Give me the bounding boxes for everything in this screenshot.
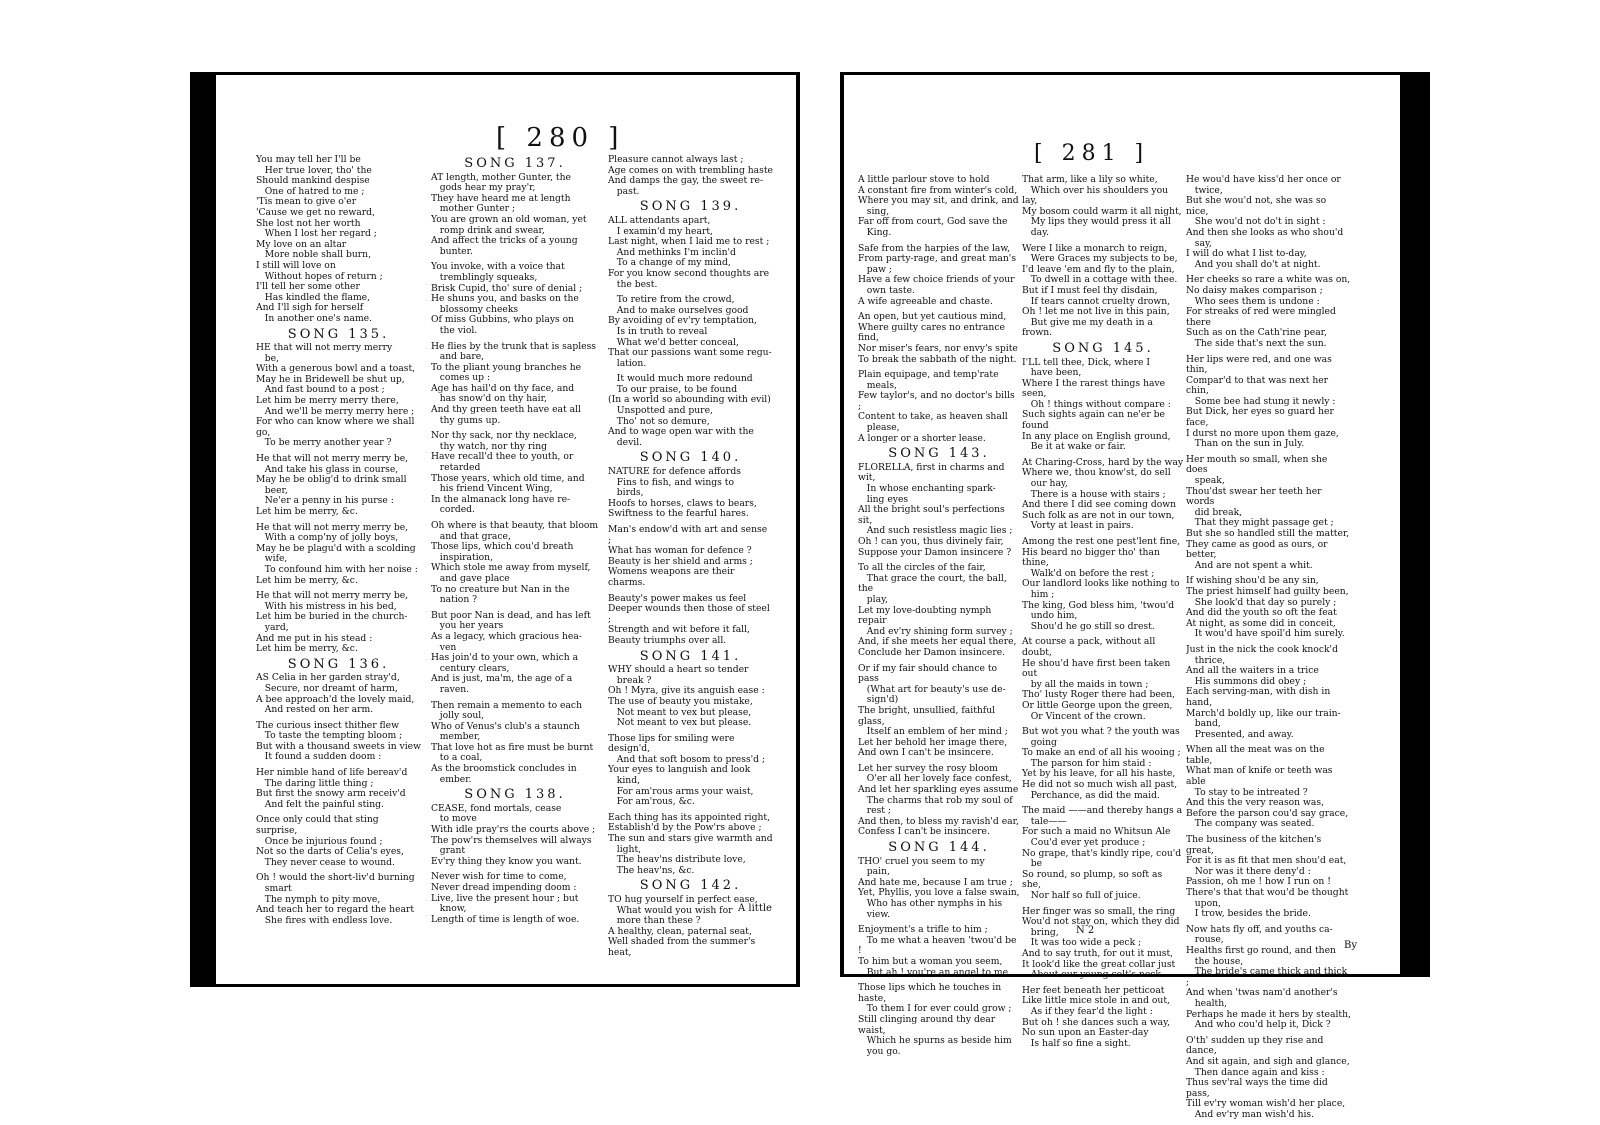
stanza: He that will not merry merry be, And take his glass in course, May he be oblig'd to drink small beer, Ne'er a penny in his purse : Let him be merry, &c. (256, 453, 409, 517)
stanza: But wot you what ? the youth was going To make an end of all his wooing ; The parson for him staid : Yet by his leave, for all his haste, He did not so much wish all past, Perchance, as did the maid. (1022, 726, 1181, 801)
stanza: To retire from the crowd, And to make ourselves good By avoiding of ev'ry temptation, Is in truth to reveal What we'd better conceal, That our passions want some regu- lation. (608, 294, 772, 369)
stanza: Each thing has its appointed right, Establish'd by the Pow'rs above ; The sun and stars give warmth and light, The heav'ns distribute love, The heav'ns, &c. (608, 811, 773, 876)
stanza: TO hug yourself in perfect ease, What would you wish for more than these ? A healthy, clean, paternal seat, Well shaded from the summer's heat, (608, 894, 758, 958)
song-heading: SONG 138. (464, 787, 566, 803)
stanza: Let her survey the rosy bloom O'er all her lovely face confest, And let her sparkling eyes assume The charms that rob my soul of rest ; And then, to bless my ravish'd ear, Confess I can't be insincere. (858, 762, 1019, 838)
stanza: To all the circles of the fair, That grace the court, the ball, the play, Let my love-doubting nymph repair And ev'ry shining form survey ; And, if she meets her equal there, Conclude her Damon insincere. (858, 562, 1017, 658)
stanza: When all the meat was on the table, What man of knife or teeth was able To stay to be intreated ? And this the very reason was, Before the parson cou'd say grace, The company was seated. (1186, 744, 1349, 830)
left-page (190, 72, 800, 987)
stanza: I'LL tell thee, Dick, where I have been, Where I the rarest things have seen, Oh ! things without compare : Such sights again can ne'er be found In any place on English ground, Be it at wake or fair. (1022, 356, 1171, 453)
stanza: Pleasure cannot always last ; Age comes on with trembling haste And damps the gay, the sweet re- past. (608, 155, 773, 197)
stanza: WHY should a heart so tender break ? Oh ! Myra, give its anguish ease : The use of beauty you mistake, Not meant to vex but please, Not meant to vex but please. (608, 664, 765, 729)
stanza: Her mouth so small, when she does speak, Thou'dst swear her teeth her words did break, That they might passage get ; But she so handled still the matter, They came as good as ours, or better, And are not spent a whit. (1186, 453, 1350, 571)
stanza: O'th' sudden up they rise and dance, And sit again, and sigh and glance, Then dance again and kiss : Thus sev'ral ways the time did pass, Till ev'ry woman wish'd her place, And ev'ry man wish'd his. (1186, 1034, 1350, 1120)
stanza: Oh ! would the short-liv'd burning smart The nymph to pity move, And teach her to regard the heart She fires with endless love. (256, 872, 415, 926)
stanza: He that will not merry merry be, With his mistress in his bed, Let him be buried in the church- yard, And me put in his stead : Let him be merry, &c. (256, 590, 409, 655)
stanza: Those lips for smiling were design'd, And that soft bosom to press'd ; Your eyes to languish and look kind, For am'rous arms your waist, For am'rous, &c. (608, 732, 766, 808)
stanza: Her feet beneath her petticoat Like little mice stole in and out, As if they fear'd the light : But oh ! she dances such a way, No sun upon an Easter-day Is half so fine a sight. (1022, 984, 1170, 1049)
stanza: Nor thy sack, nor thy necklace, thy watch, nor thy ring Have recall'd thee to youth, or retarded Those years, which old time, and his friend Vincent Wing, In the almanack long have re- corded. (431, 430, 585, 516)
column-2 (431, 155, 599, 930)
song-heading: SONG 143. (888, 446, 990, 462)
song-heading: SONG 144. (888, 840, 990, 856)
catchword: By (1344, 940, 1357, 951)
stanza: Were I like a monarch to reign, Were Graces my subjects to be, I'd leave 'em and fly to the plain, To dwell in a cottage with thee. But if I must feel thy disdain, If tears cannot cruelty drown, Oh ! let me not live in this pain, But give me my death in a frown. (1022, 242, 1178, 339)
stanza: HE that will not merry merry be, With a generous bowl and a toast, May he in Bridewell be shut up, And fast bound to a post ; Let him be merry merry there, And we'll be merry merry here ; For who can know where we shall go, To be merry another year ? (256, 342, 416, 449)
stanza: THO' cruel you seem to my pain, And hate me, because I am true ; Yet, Phyllis, you love a false swain, Who has other nymphs in his view. (858, 855, 1020, 920)
stanza: NATURE for defence affords Fins to fish, and wings to birds, Hoofs to horses, claws to bears, Swiftness to the fearful hares. (608, 466, 757, 520)
stanza: FLORELLA, first in charms and wit, In whose enchanting spark- ling eyes All the bright soul's perfections sit, And such resistless magic lies ; Oh ! can you, thus divinely fair, Suppose your Damon insincere ? (858, 461, 1013, 558)
stanza: Now hats fly off, and youths ca- rouse, Healths first go round, and then the house, The bride's came thick and thick ; And when 'twas nam'd another's health, Perhaps he made it hers by stealth, And who cou'd help it, Dick ? (1186, 923, 1351, 1031)
song-heading: SONG 141. (639, 648, 742, 664)
stanza: You invoke, with a voice that tremblingly squeaks, Brisk Cupid, tho' sure of denial ; He shuns you, and basks on the blossomy cheeks Of miss Gubbins, who plays on the viol. (431, 261, 583, 336)
stanza: ALL attendants apart, I examin'd my heart, Last night, when I laid me to rest ; And methinks I'm inclin'd To a change of my mind, For you know second thoughts are the best. (608, 214, 770, 290)
stanza: Among the rest one pest'lent fine, His beard no bigger tho' than thine, Walk'd on before the rest ; Our landlord looks like nothing to him ; The king, God bless him, 'twou'd undo him, Shou'd he go still so drest. (1022, 536, 1181, 632)
stanza: The business of the kitchen's great, For it is as fit that men shou'd eat, Nor was it there deny'd : Passion, oh me ! how I run on ! There's that that wou'd be thought upon, I trow, besides the bride. (1186, 834, 1349, 920)
stanza: Her cheeks so rare a white was on, No daisy makes comparison ; Who sees them is undone : For streaks of red were mingled there Such as on the Cath'rine pear, The side that's next the sun. (1186, 274, 1351, 349)
stanza: You may tell her I'll be Her true lover, tho' the Should mankind despise One of hatred to me ; 'Tis mean to give o'er 'Cause we get no reward, She lost not her worth When I lost her regard ; My love on an altar More noble shall burn, I still will love on Without hopes of return ; I'll tell her some other Has kindled the flame, And I'll sigh for herself In another one's name. (256, 155, 383, 324)
stanza: It would much more redound To our praise, to be found (In a world so abounding with evil) Unspotted and pure, Tho' not so demure, And to wage open war with the devil. (608, 373, 771, 448)
song-heading: SONG 136. (287, 656, 390, 672)
song-heading: SONG 137. (464, 156, 566, 171)
stanza: Man's endow'd with art and sense ; What has woman for defence ? Beauty is her shield and arms ; Womens weapons are their charms. (608, 524, 768, 588)
column-1 (256, 155, 421, 931)
stanza: At Charing-Cross, hard by the way Where we, thou know'st, do sell our hay, There is a house with stairs ; And there I did see coming down Such folk as are not in our town, Vorty at least in pairs. (1022, 456, 1184, 532)
stanza: He that will not merry merry be, With a comp'ny of jolly boys, May he be plagu'd with a scolding wife, To confound him with her noise : Let him be merry, &c. (256, 521, 418, 586)
right-page (840, 72, 1430, 1120)
stanza: Then remain a memento to each jolly soul, Who of Venus's club's a staunch member, That love hot as fire must be burnt to a coal, As the broomstick concludes in ember. (431, 699, 594, 785)
stanza: Once only could that sting surprise, Once be injurious found ; Not so the darts of Celia's eyes, They never cease to wound. (256, 814, 404, 868)
stanza: Oh where is that beauty, that bloom and that grace, Those lips, which cou'd breath inspiration, Which stole me away from myself, and gave place To no creature but Nan in the nation ? (431, 520, 599, 606)
column-3 (608, 155, 773, 964)
stanza: Or if my fair should chance to pass (What art for beauty's use de- sign'd) The bright, unsullied, faithful glass, Itself an emblem of her mind ; Let her behold her image there, And own I can't be insincere. (858, 662, 1008, 759)
stanza: That arm, like a lily so white, Which over his shoulders you lay, My bosom could warm it all night, My lips they would press it all day. (1022, 175, 1182, 238)
stanza: AT length, mother Gunter, the gods hear my pray'r, They have heard me at length mother Gunter ; You are grown an old woman, yet romp drink and swear, And affect the tricks of a young bunter. (431, 171, 587, 257)
catchword: A little (738, 903, 772, 914)
stanza: The curious insect thither flew To taste the tempting bloom ; But with a thousand sweets in view It found a sudden doom : (256, 719, 421, 763)
stanza: Those lips which he touches in haste, To them I for ever could grow ; Still clinging around thy dear waist, Which he spurns as beside him you go. (858, 982, 1012, 1057)
column-1 (858, 175, 1020, 1062)
stanza: Her lips were red, and one was thin, Compar'd to that was next her chin, Some bee had stung it newly : But Dick, her eyes so guard her face, I durst no more upon them gaze, Than on the sun in July. (1186, 353, 1339, 450)
stanza: Enjoyment's a trifle to him ; To me what a heaven 'twou'd be ! To him but a woman you seem, But ah ! you're an angel to me. (858, 924, 1017, 978)
stanza: Safe from the harpies of the law, From party-rage, and great man's paw ; Have a few choice friends of your own taste. A wife agreeable and chaste. (858, 242, 1017, 307)
stanza: AS Celia in her garden stray'd, Secure, nor dreamt of harm, A bee approach'd the lovely maid, And rested on her arm. (256, 672, 415, 716)
stanza: A little parlour stove to hold A constant fire from winter's cold, Where you may sit, and drink, and sing, Far off from court, God save the King. (858, 175, 1019, 238)
page-number: [ 280 ] (496, 123, 625, 153)
stanza: He wou'd have kiss'd her once or twice, But she wou'd not, she was so nice, She wou'd not do't in sight : And then she looks as who shou'd say, I will do what I list to-day, And you shall do't at night. (1186, 175, 1344, 270)
stanza: Her finger was so small, the ring Wou'd not stay on, which they did bring, It was too wide a peck ; And to say truth, for out it must, It look'd like the great collar just About our young colt's neck. (1022, 905, 1180, 981)
stanza: Just in the nick the cook knock'd thrice, And all the waiters in a trice His summons did obey ; Each serving-man, with dish in hand, March'd boldly up, like our train- band, Presented, and away. (1186, 643, 1341, 740)
stanza: He flies by the trunk that is sapless and bare, To the pliant young branches he comes up : Age has hail'd on thy face, and has snow'd on thy hair, And thy green teeth have eat all thy gums up. (431, 340, 597, 426)
stanza: CEASE, fond mortals, cease to move With idle pray'rs the courts above ; The pow'rs themselves will always grant Ev'ry thing they know you want. (431, 802, 596, 867)
stanza: Never wish for time to come, Never dread impending doom : Live, live the present hour ; but know, Length of time is length of woe. (431, 871, 580, 925)
stanza: Beauty's power makes us feel Deeper wounds then those of steel ; Strength and wit before it fall, Beauty triumphs over all. (608, 592, 770, 646)
stanza: The maid ——and thereby hangs a tale—— For such a maid no Whitsun Ale Cou'd ever yet produce ; No grape, that's kindly ripe, cou'd be So round, so plump, so soft as she, Nor half so full of juice. (1022, 805, 1183, 901)
stanza: At course a pack, without all doubt, He shou'd have first been taken out by all the maids in town ; Tho' lusty Roger there had been, Or little George upon the green, Or Vincent of the crown. (1022, 636, 1176, 722)
stanza: An open, but yet cautious mind, Where guilty cares no entrance find, Nor miser's fears, nor envy's spite To break the sabbath of the night. (858, 311, 1018, 365)
song-heading: SONG 142. (639, 878, 742, 894)
song-heading: SONG 145. (1052, 340, 1154, 356)
stanza: Her nimble hand of life bereav'd The daring little thing ; But first the snowy arm receiv'd And felt the painful sting. (256, 767, 408, 810)
stanza: If wishing shou'd be any sin, The priest himself had guilty been, She look'd that day so purely ; And did the youth so oft the feat At night, as some did in conceit, It wou'd have spoil'd him surely. (1186, 575, 1349, 640)
page-number: [ 281 ] (1034, 141, 1150, 166)
song-heading: SONG 135. (287, 326, 390, 342)
column-2 (1022, 175, 1184, 1054)
stanza: Plain equipage, and temp'rate meals, Few taylor's, and no doctor's bills ; Content to take, as heaven shall please, A longer or a shorter lease. (858, 369, 1015, 444)
signature-mark: N 2 (1076, 925, 1095, 936)
column-3 (1186, 175, 1351, 1125)
song-heading: SONG 139. (639, 199, 742, 215)
song-heading: SONG 140. (639, 450, 742, 466)
stanza: But poor Nan is dead, and has left you her years As a legacy, which gracious hea- ven Has join'd to your own, which a century clears, And is just, ma'm, the age of a raven. (431, 609, 591, 695)
